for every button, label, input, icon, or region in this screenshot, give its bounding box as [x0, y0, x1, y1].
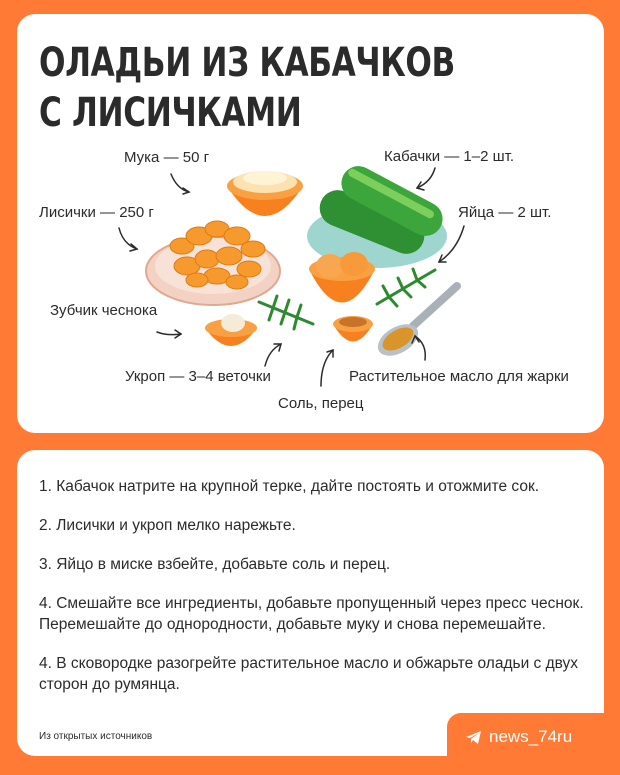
step-3: 3. Яйцо в миске взбейте, добавьте соль и перец.	[39, 556, 391, 573]
channel-badge[interactable]	[447, 713, 604, 762]
source-note: Из открытых источников	[39, 731, 153, 742]
dill-arrow-icon	[265, 344, 281, 366]
zucchini-plate-image	[307, 160, 449, 268]
salt-arrow-icon	[321, 350, 333, 386]
salt-pepper-label: Соль, перец	[278, 395, 364, 412]
eggs-bowl-image	[309, 252, 375, 303]
steps-list	[39, 476, 587, 713]
dill-label: Укроп — 3–4 веточки	[125, 368, 271, 385]
title-line-1: ОЛАДЬИ ИЗ КАБАЧКОВ	[39, 40, 455, 86]
spice-bowl-image	[333, 316, 373, 342]
step-4: 4. Смешайте все ингредиенты, добавьте пропущенный через пресс чеснок. Перемешайте до однородности, добавьте муку и снова перемешайте.	[39, 595, 584, 633]
zucchini-label: Кабачки — 1–2 шт.	[384, 148, 515, 165]
flour-label: Мука — 50 г	[124, 149, 210, 166]
flour-bowl-image	[227, 171, 303, 216]
step-1: 1. Кабачок натрите на крупной терке, дайте постоять и отожмите сок.	[39, 478, 540, 495]
oil-spoon-image	[372, 286, 457, 362]
step-5: 4. В сковородке разогрейте растительное масло и обжарьте оладьи с двух сторон до румянца.	[39, 655, 579, 693]
telegram-icon	[465, 730, 482, 745]
ingredients-card	[17, 14, 604, 433]
steps-card	[17, 450, 604, 756]
garlic-label: Зубчик чеснока	[50, 302, 158, 319]
channel-name: news_74ru	[489, 727, 573, 746]
step-2: 2. Лисички и укроп мелко нарежьте.	[39, 517, 296, 534]
garlic-bowl-image	[205, 314, 257, 346]
oil-label: Растительное масло для жарки	[349, 368, 569, 385]
chanterelles-label: Лисички — 250 г	[39, 204, 154, 221]
chanterelles-plate-image	[146, 221, 280, 305]
title-line-2: С ЛИСИЧКАМИ	[39, 90, 302, 136]
eggs-label: Яйца — 2 шт.	[458, 204, 552, 221]
